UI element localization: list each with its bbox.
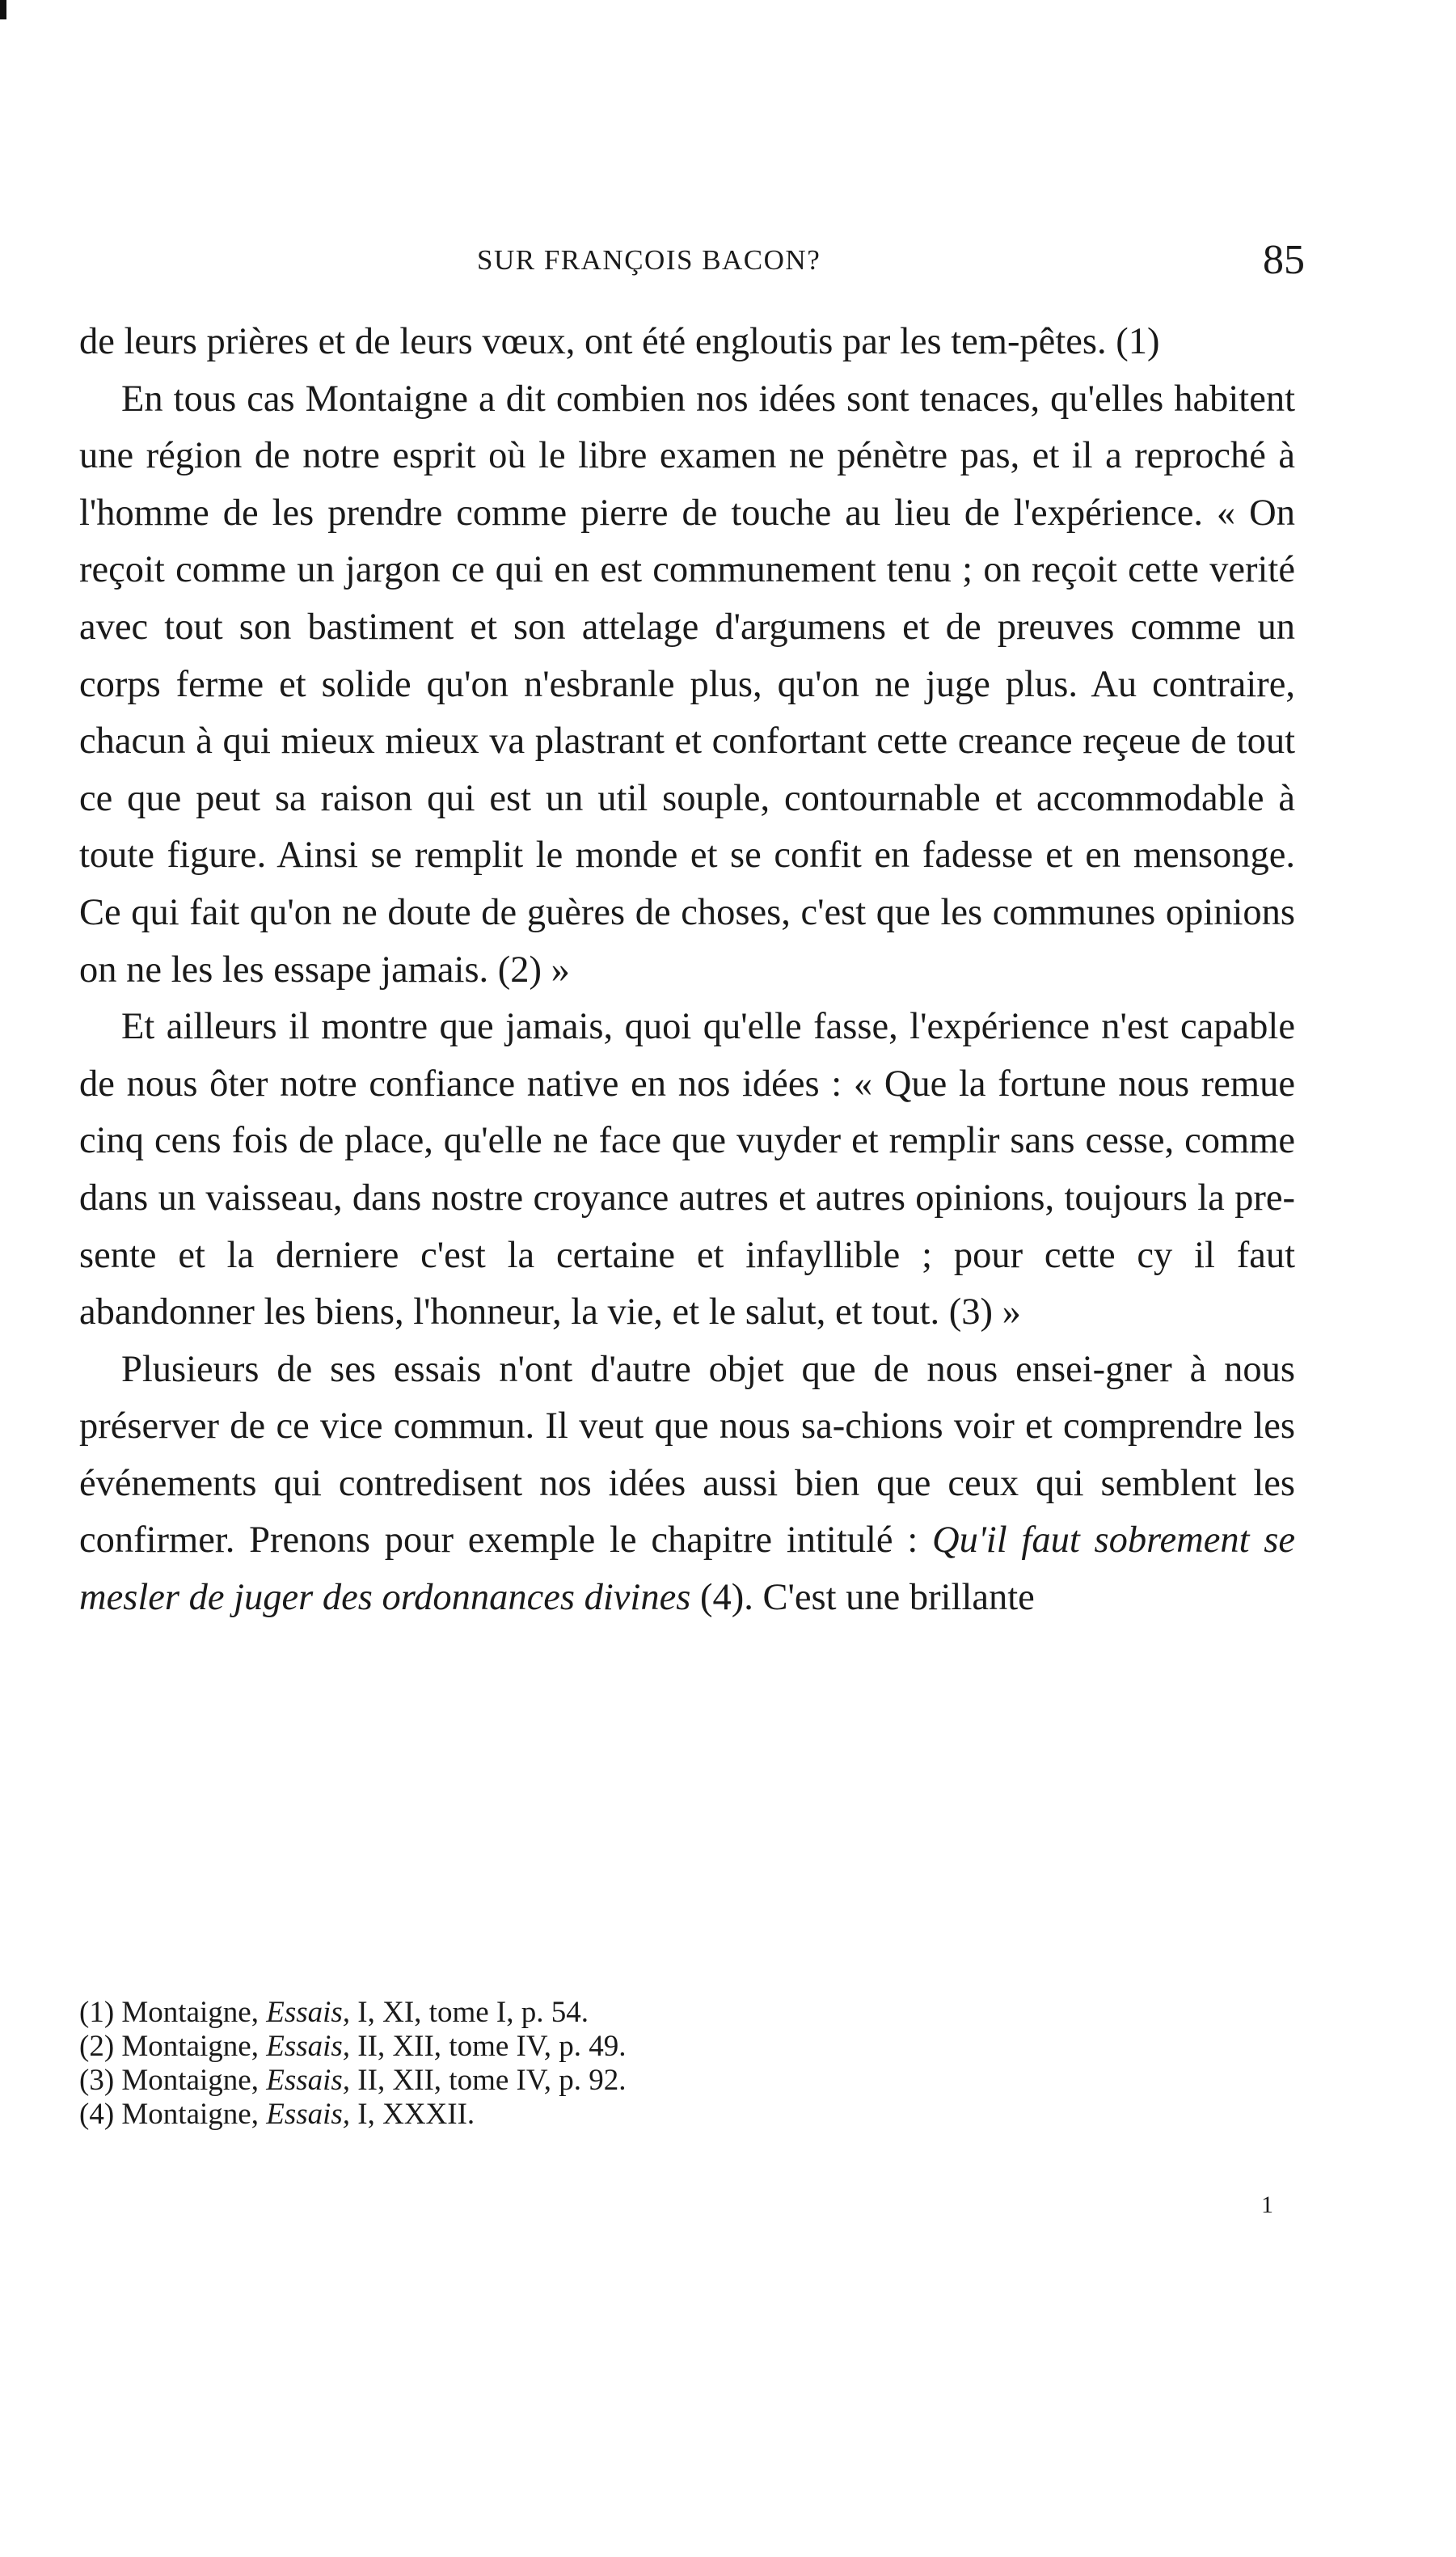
footnote-work: Essais, (266, 1996, 351, 2029)
footnote-reference: II, XII, tome IV, p. 49. (357, 2030, 627, 2063)
signature-mark: 1 (1261, 2191, 1273, 2218)
running-title: SUR FRANÇOIS BACON? (477, 244, 821, 276)
footnote-author: Montaigne, (121, 2064, 259, 2097)
footnote-author: Montaigne, (121, 1996, 259, 2029)
footnote-reference: I, XXXII. (357, 2098, 475, 2131)
footnote (79, 2030, 1049, 2064)
footnote-number: (2) (79, 2030, 115, 2063)
paragraph-4-start: Plusieurs de ses essais n'ont d'autre objet que de nous ensei-gner à nous préserver de ce vice commun. Il veut que nous sa-chions voir et comprendre les événements qui contredisent nos idées aussi bien que ceux qui semblent les confirmer. Prenons pour exemple le chapitre intitulé : (79, 1348, 1295, 1562)
footnote (79, 2064, 1049, 2098)
footnote-work: Essais, (266, 2064, 351, 2097)
footnote-reference: I, XI, tome I, p. 54. (357, 1996, 589, 2029)
footnote-author: Montaigne, (121, 2030, 259, 2063)
paragraph-1: de leurs prières et de leurs vœux, ont été engloutis par les tem-pêtes. (1) (79, 321, 1160, 362)
page-number: 85 (1263, 237, 1305, 283)
page-header (81, 237, 1305, 286)
footnote (79, 2098, 1049, 2132)
footnotes (79, 1996, 1049, 2132)
footnote-work: Essais, (266, 2098, 351, 2131)
paragraph-3: Et ailleurs il montre que jamais, quoi qu'elle fasse, l'expérience n'est capable de nous ôter notre confiance native en nos idées : « Que la fortune nous remue cinq cens fois de place, qu'elle ne face que vuyder et remplir sans cesse, comme dans un vaisseau, dans nostre croyance autres et autres opinions, toujours la pre-sente et la derniere c'est la certaine et infayllible ; pour cette cy il faut abandonner les biens, l'honneur, la vie, et le salut, et tout. (3) » (79, 1006, 1295, 1333)
paragraph-4-end: (4). C'est une brillante (690, 1577, 1035, 1619)
paragraph-4 (79, 1342, 1295, 1627)
footnote-author: Montaigne, (121, 2098, 259, 2131)
footnote-reference: II, XII, tome IV, p. 92. (357, 2064, 627, 2097)
footnote-number: (1) (79, 1996, 115, 2029)
chapter-title-italic: Qu'il faut sobrement se mesler de juger des ordonnances divines (79, 1519, 1296, 1619)
footnote-work: Essais, (266, 2030, 351, 2063)
paragraph-2: En tous cas Montaigne a dit combien nos idées sont tenaces, qu'elles habitent une région de notre esprit où le libre examen ne pénètre pas, et il a reproché à l'homme de les prendre comme pierre de touche au lieu de l'expérience. « On reçoit comme un jargon ce qui en est communement tenu ; on reçoit cette verité avec tout son bastiment et son attelage d'argumens et de preuves comme un corps ferme et solide qu'on n'esbranle plus, qu'on ne juge plus. Au contraire, chacun à qui mieux mieux va plastrant et confortant cette creance reçeue de tout ce que peut sa raison qui est un util souple, contournable et accommodable à toute figure. Ainsi se remplit le monde et se confit en fadesse et en mensonge. Ce qui fait qu'on ne doute de guères de choses, c'est que les communes opinions on ne les les essape jamais. (2) » (79, 378, 1295, 991)
footnote-number: (3) (79, 2064, 115, 2097)
scan-corner-mark (0, 0, 6, 19)
body-text (79, 314, 1295, 1627)
footnote (79, 1996, 1049, 2030)
footnote-number: (4) (79, 2098, 115, 2131)
